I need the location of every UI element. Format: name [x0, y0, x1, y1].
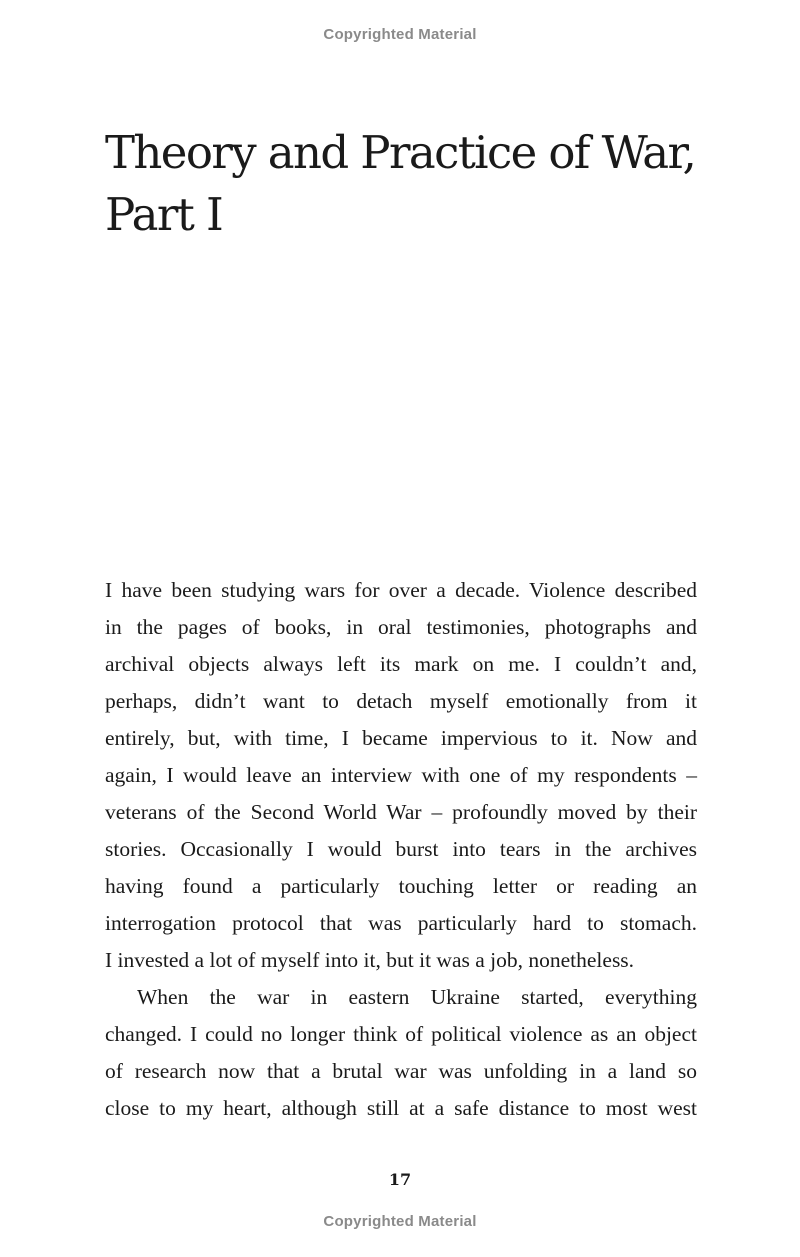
page-number: 17: [388, 1170, 412, 1189]
text-line: I invested a lot of myself into it, but it was a job, nonetheless.: [105, 948, 635, 972]
text-line: of research now that a brutal war was unfolding in a land so: [105, 1059, 697, 1083]
text-line: again, I would leave an interview with one of my respondents –: [105, 763, 697, 787]
text-line: stories. Occasionally I would burst into tears in the archives: [105, 837, 697, 861]
body-text: [105, 572, 697, 1127]
text-line: veterans of the Second World War – profoundly moved by their: [105, 800, 697, 824]
copyright-watermark-bottom: Copyrighted Material: [323, 1213, 477, 1230]
text-line: changed. I could no longer think of political violence as an object: [105, 1022, 697, 1046]
chapter-title: [105, 122, 725, 246]
paragraph-1: [105, 572, 697, 979]
text-line: having found a particularly touching letter or reading an: [105, 874, 697, 898]
text-line: entirely, but, with time, I became impervious to it. Now and: [105, 726, 697, 750]
chapter-title-line: Part I: [105, 188, 223, 241]
text-line: close to my heart, although still at a safe distance to most west: [105, 1096, 697, 1120]
text-line: in the pages of books, in oral testimonies, photographs and: [105, 615, 697, 639]
text-line: archival objects always left its mark on me. I couldn’t and,: [105, 652, 697, 676]
chapter-title-line: Theory and Practice of War,: [105, 126, 696, 179]
text-line: When the war in eastern Ukraine started, everything: [137, 985, 697, 1009]
copyright-watermark-top: Copyrighted Material: [323, 26, 477, 43]
paragraph-2: [105, 979, 697, 1127]
text-line: perhaps, didn’t want to detach myself emotionally from it: [105, 689, 697, 713]
text-line: interrogation protocol that was particularly hard to stomach.: [105, 911, 697, 935]
text-line: I have been studying wars for over a decade. Violence described: [105, 578, 697, 602]
